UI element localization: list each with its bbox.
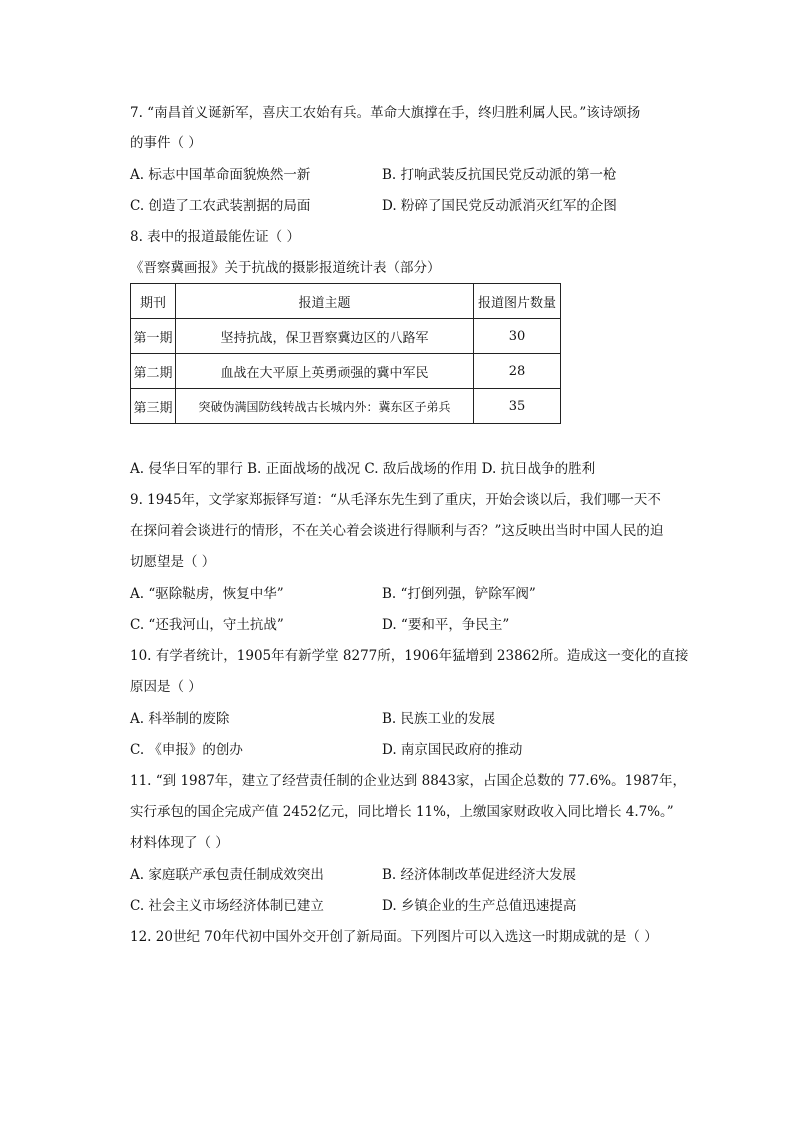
cell-count: 28 [474,354,561,389]
question-10-stem: 10. 有学者统计，1905年有新学堂 8277所，1906年猛增到 23862所。造成这一变化的直接 [130,648,689,664]
q7-option-c: C. 创造了工农武装割据的局面 [130,198,311,214]
q9-option-b: B. “打倒列强，铲除军阀” [382,586,536,602]
question-7-stem-cont: 的事件（ ） [130,135,202,151]
question-9-stem-end: 切愿望是（ ） [130,554,216,570]
q11-option-c: C. 社会主义市场经济体制已建立 [130,898,324,914]
q10-option-d: D. 南京国民政府的推动 [382,742,523,758]
question-8-stem: 8. 表中的报道最能佐证（ ） [130,229,300,245]
q10-option-c: C. 《申报》的创办 [130,742,243,758]
q8-options: A. 侵华日军的罪行 B. 正面战场的战况 C. 敌后战场的作用 D. 抗日战争的胜利 [130,461,596,477]
cell-issue: 第二期 [131,354,176,389]
q7-option-d: D. 粉碎了国民党反动派消灭红军的企图 [382,198,617,214]
cell-issue: 第一期 [131,319,176,354]
table-row [131,354,561,389]
table-row [131,389,561,424]
question-11-stem-cont: 实行承包的国企完成产值 2452亿元，同比增长 11%，上缴国家财政收入同比增长 4.7%。” [130,804,674,820]
cell-topic: 突破伪满国防线转战古长城内外：冀东区子弟兵 [176,389,474,424]
question-7-stem: 7. “南昌首义诞新军，喜庆工农始有兵。革命大旗撑在手，终归胜利属人民。”该诗颂扬 [130,105,641,121]
question-11-stem-end: 材料体现了（ ） [130,835,229,851]
cell-issue: 第三期 [131,389,176,424]
table-title: 《晋察冀画报》关于抗战的摄影报道统计表（部分） [130,260,441,276]
q9-option-d: D. “要和平，争民主” [382,617,510,633]
question-10-stem-cont: 原因是（ ） [130,679,202,695]
table-header-row [131,284,561,319]
question-9-stem-cont: 在探问着会谈进行的情形，不在关心着会谈进行得顺利与否？”这反映出当时中国人民的迫 [130,523,664,539]
question-11-stem: 11. “到 1987年，建立了经营责任制的企业达到 8843家，占国企总数的 77.6%。1987年， [130,773,686,789]
question-9-stem: 9. 1945年，文学家郑振铎写道：“从毛泽东先生到了重庆，开始会谈以后，我们哪一天不 [130,492,661,508]
q7-option-b: B. 打响武装反抗国民党反动派的第一枪 [382,167,617,183]
cell-topic: 坚持抗战，保卫晋察冀边区的八路军 [176,319,474,354]
question-12-stem: 12. 20世纪 70年代初中国外交开创了新局面。下列图片可以入选这一时期成就的是（ ） [130,929,658,945]
q11-option-b: B. 经济体制改革促进经济大发展 [382,867,577,883]
q11-option-d: D. 乡镇企业的生产总值迅速提高 [382,898,577,914]
header-photo-count: 报道图片数量 [474,284,561,319]
report-table [130,283,561,424]
q9-option-c: C. “还我河山，守土抗战” [130,617,284,633]
cell-count: 35 [474,389,561,424]
cell-count: 30 [474,319,561,354]
q7-option-a: A. 标志中国革命面貌焕然一新 [130,167,311,183]
table-row [131,319,561,354]
header-issue: 期刊 [131,284,176,319]
q10-option-a: A. 科举制的废除 [130,711,230,727]
q10-option-b: B. 民族工业的发展 [382,711,496,727]
q11-option-a: A. 家庭联产承包责任制成效突出 [130,867,324,883]
cell-topic: 血战在大平原上英勇顽强的冀中军民 [176,354,474,389]
q9-option-a: A. “驱除鞑虏，恢复中华” [130,586,284,602]
header-topic: 报道主题 [176,284,474,319]
